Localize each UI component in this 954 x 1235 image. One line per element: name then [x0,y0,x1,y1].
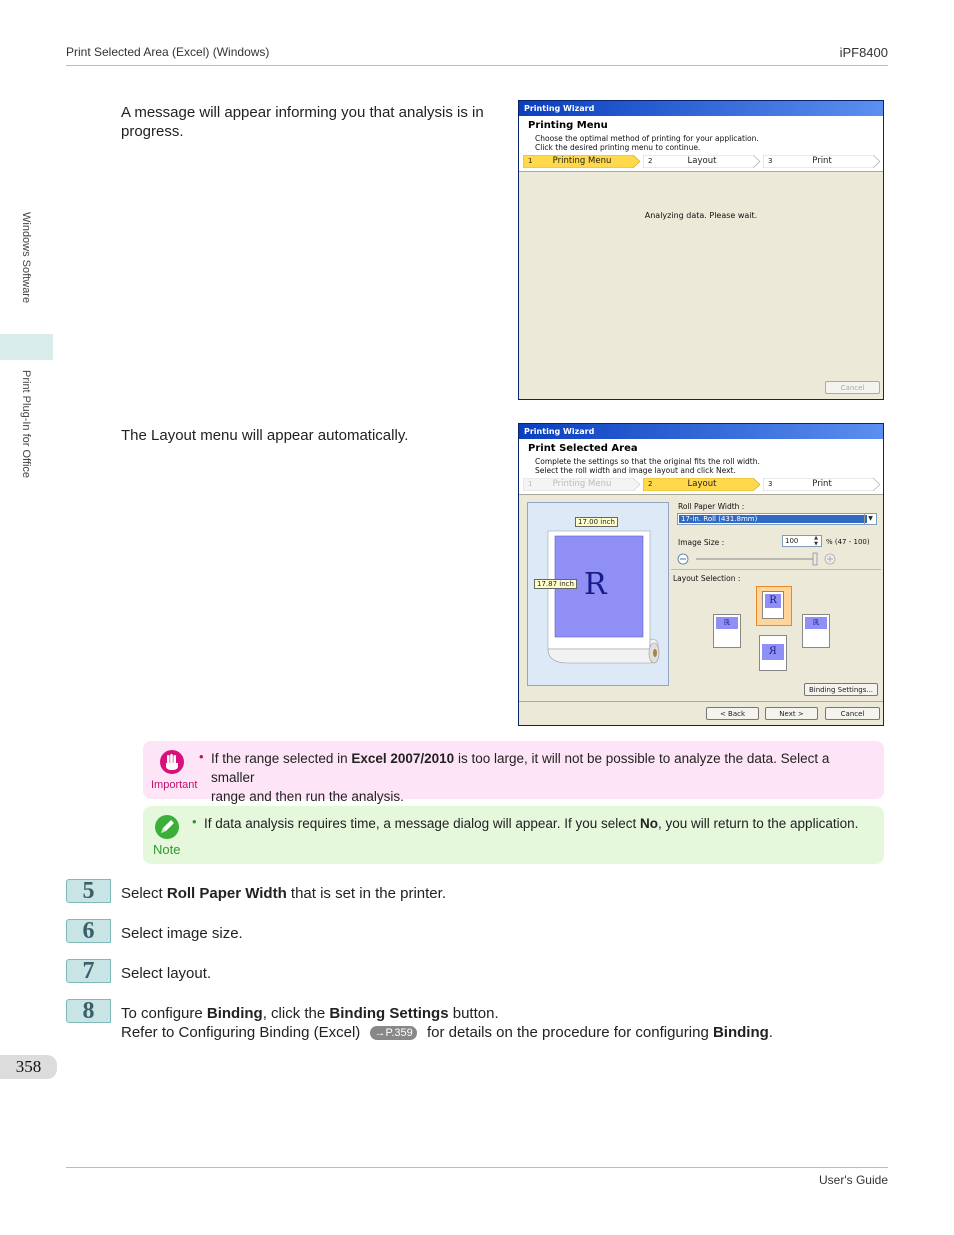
step-8-post: button. [448,1005,499,1022]
important-callout [143,741,884,804]
bullet-icon: • [192,814,197,829]
wizard-step-3 [763,155,881,168]
important-text-line2: range and then run the analysis. [211,789,404,804]
running-header-model: iPF8400 [839,45,888,60]
layout-option-bottom[interactable]: R [759,635,791,673]
step-5-bold: Roll Paper Width [166,885,287,902]
dialog-desc-line1: Complete the settings so that the original fits the roll width. [535,457,760,466]
running-footer: User's Guide [819,1173,888,1187]
note-text-pre: If data analysis requires time, a message dialog will appear. If you select [204,816,640,831]
image-size-slider[interactable] [676,552,841,566]
step-label: Layout [687,156,717,166]
preview-letter: R [584,567,607,602]
roll-width-select[interactable] [677,513,877,525]
important-label: Important [151,779,198,791]
step-number: 3 [768,157,773,165]
wizard-step-2 [643,478,761,491]
wizard-step-1 [523,155,641,168]
dialog-description [535,134,759,152]
wizard-steps [523,478,879,491]
step-8-bold: Binding [206,1005,263,1022]
note-callout [143,806,884,864]
step-number-7: 7 [66,959,111,983]
page-reference-link[interactable]: →P.359 [370,1026,416,1040]
layout-selection-label: Layout Selection : [673,574,741,583]
dialog-desc-line2: Click the desired printing menu to continue. [535,143,701,152]
step-number: 3 [768,480,773,488]
running-header-title: Print Selected Area (Excel) (Windows) [66,45,270,59]
dialog-description [535,457,760,475]
wizard-step-3 [763,478,881,491]
step-6-text: Select image size. [121,925,243,942]
step-8-line2-mid: for details on the procedure for configuring [422,1024,713,1041]
cancel-button[interactable]: Cancel [825,381,880,394]
sidebar-section-windows-software: Windows Software [20,212,32,304]
step-5-text [121,884,446,903]
printing-wizard-dialog-layout [518,423,884,726]
wizard-step-2 [643,155,761,168]
footer-rule [66,1167,888,1168]
step-8-pre: To configure [121,1005,207,1022]
dialog-desc-line2: Select the roll width and image layout and click Next. [535,466,736,475]
dialog-header [519,116,883,171]
important-text-bold: Excel 2007/2010 [351,751,455,766]
spin-arrows-icon[interactable]: ▲ ▼ [814,535,818,547]
step-number-6: 6 [66,919,111,943]
sidebar-section-print-plugin: Print Plug-In for Office [20,370,32,479]
dialog-desc-line1: Choose the optimal method of printing for your application. [535,134,759,143]
step-8-mid: , click the [262,1005,330,1022]
step-label: Print [812,156,832,166]
paragraph-layout-menu: The Layout menu will appear automatically. [121,427,409,444]
layout-option-right[interactable]: ℝ [802,614,834,650]
binding-settings-button[interactable]: Binding Settings... [804,683,878,696]
roll-width-label: Roll Paper Width : [678,502,745,511]
dialog-heading: Printing Menu [528,120,608,131]
step-number: 1 [528,157,533,165]
note-text-bold: No [639,816,658,831]
layout-option-top[interactable]: R [756,586,792,626]
step-8-line2-post: . [768,1024,773,1041]
layout-option-left[interactable]: ℝ [713,614,745,650]
settings-divider [671,569,881,570]
dialog-divider [519,494,883,495]
step-number: 2 [648,480,653,488]
bullet-icon: • [199,749,204,764]
hand-stop-icon [159,749,185,775]
step-5-pre: Select [121,885,167,902]
step-label: Printing Menu [552,156,612,166]
step-number-8: 8 [66,999,111,1023]
header-rule [66,65,888,66]
wizard-step-1[interactable] [523,478,641,491]
page-number: 358 [0,1055,57,1079]
image-size-range: % (47 - 100) [826,538,870,546]
roll-width-value: 17-in. Roll (431.8mm) [679,515,867,523]
step-label: Printing Menu [552,479,612,489]
back-button[interactable]: < Back [706,707,759,720]
step-8-line2-pre: Refer to Configuring Binding (Excel) [121,1024,365,1041]
wizard-steps [523,155,879,168]
step-number: 2 [648,157,653,165]
dialog-header [519,439,883,494]
step-8-bold2: Binding Settings [329,1005,449,1022]
step-8-text [121,1004,881,1042]
analyzing-message: Analyzing data. Please wait. [644,211,758,220]
step-number: 1 [528,480,533,488]
dialog-footer-divider [519,701,883,702]
note-label: Note [153,842,181,857]
dialog-heading: Print Selected Area [528,443,638,454]
dialog-title-bar: Printing Wizard [519,424,883,439]
preview-height-label: 17.87 inch [534,579,577,589]
important-text [211,749,871,806]
layout-preview-panel [527,502,669,686]
image-size-label: Image Size : [678,538,725,547]
sidebar-tab-marker [0,334,53,360]
dialog-title-bar: Printing Wizard [519,101,883,116]
printing-wizard-dialog-analyzing [518,100,884,400]
step-label: Layout [687,479,717,489]
cancel-button[interactable]: Cancel [825,707,880,720]
important-text-post: is too large, it will not be possible to analyze the data. Select a smaller [211,751,830,785]
step-number-5: 5 [66,879,111,903]
step-label: Print [812,479,832,489]
chevron-down-icon[interactable]: ▼ [864,514,876,524]
important-text-pre: If the range selected in [211,751,352,766]
image-size-input[interactable]: 100 [782,535,822,547]
step-8-line2-bold: Binding [712,1024,769,1041]
dialog-divider [519,171,883,172]
step-5-post: that is set in the printer. [286,885,446,902]
preview-width-label: 17.00 inch [575,517,618,527]
note-text [204,814,874,833]
note-text-post: , you will return to the application. [657,816,859,831]
paragraph-analysis-message: A message will appear informing you that analysis is in progress. [121,104,484,140]
pencil-note-icon [154,814,180,840]
next-button[interactable]: Next > [765,707,818,720]
step-7-text: Select layout. [121,965,212,982]
